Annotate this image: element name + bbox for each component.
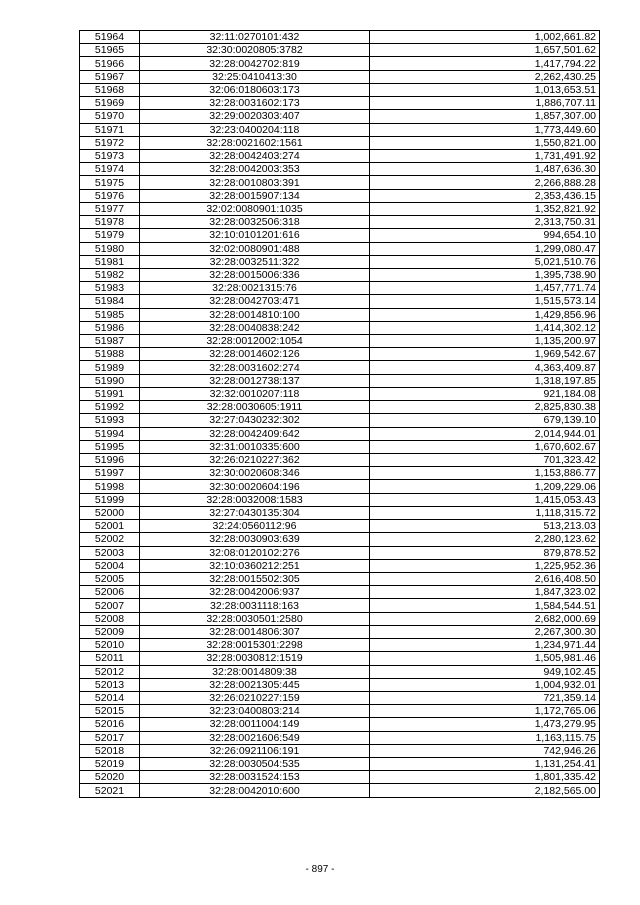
- cadastral-value-cell: 1,299,080.47: [370, 242, 600, 255]
- cadastral-value-cell: 2,313,750.31: [370, 216, 600, 229]
- table-row: [80, 744, 600, 757]
- table-row: [80, 652, 600, 665]
- row-number-cell: 52003: [80, 546, 140, 559]
- cadastral-number-cell: 32:24:0560112:96: [140, 520, 370, 533]
- cadastral-number-cell: 32:28:0040838:242: [140, 321, 370, 334]
- cadastral-value-cell: 701,323.42: [370, 454, 600, 467]
- table-row: [80, 454, 600, 467]
- cadastral-value-cell: 1,969,542.67: [370, 348, 600, 361]
- cadastral-value-cell: 949,102.45: [370, 665, 600, 678]
- cadastral-value-cell: 1,013,653.51: [370, 83, 600, 96]
- table-row: [80, 229, 600, 242]
- row-number-cell: 51964: [80, 31, 140, 44]
- cadastral-value-cell: 1,515,573.14: [370, 295, 600, 308]
- cadastral-number-cell: 32:28:0031118:163: [140, 599, 370, 612]
- cadastral-number-cell: 32:26:0921106:191: [140, 744, 370, 757]
- cadastral-value-cell: 679,139.10: [370, 414, 600, 427]
- cadastral-value-cell: 2,825,830.38: [370, 401, 600, 414]
- table-row: [80, 506, 600, 519]
- row-number-cell: 51985: [80, 308, 140, 321]
- row-number-cell: 51990: [80, 374, 140, 387]
- cadastral-number-cell: 32:23:0400204:118: [140, 123, 370, 136]
- cadastral-value-cell: 1,414,302.12: [370, 321, 600, 334]
- row-number-cell: 51965: [80, 44, 140, 57]
- row-number-cell: 52004: [80, 559, 140, 572]
- cadastral-number-cell: 32:28:0032506:318: [140, 216, 370, 229]
- cadastral-value-cell: 2,266,888.28: [370, 176, 600, 189]
- table-row: [80, 665, 600, 678]
- table-row: [80, 718, 600, 731]
- row-number-cell: 51967: [80, 70, 140, 83]
- row-number-cell: 52017: [80, 731, 140, 744]
- cadastral-value-cell: 1,505,981.46: [370, 652, 600, 665]
- table-row: [80, 70, 600, 83]
- cadastral-number-cell: 32:28:0042703:471: [140, 295, 370, 308]
- cadastral-number-cell: 32:28:0042003:353: [140, 163, 370, 176]
- cadastral-number-cell: 32:32:0010207:118: [140, 387, 370, 400]
- table-row: [80, 427, 600, 440]
- cadastral-value-cell: 1,487,636.30: [370, 163, 600, 176]
- row-number-cell: 52007: [80, 599, 140, 612]
- cadastral-value-cell: 2,182,565.00: [370, 784, 600, 797]
- cadastral-number-cell: 32:28:0030605:1911: [140, 401, 370, 414]
- cadastral-number-cell: 32:02:0080901:488: [140, 242, 370, 255]
- cadastral-value-cell: 1,163,115.75: [370, 731, 600, 744]
- cadastral-value-cell: 1,731,491.92: [370, 149, 600, 162]
- table-row: [80, 176, 600, 189]
- row-number-cell: 51978: [80, 216, 140, 229]
- row-number-cell: 52002: [80, 533, 140, 546]
- cadastral-number-cell: 32:28:0015301:2298: [140, 639, 370, 652]
- row-number-cell: 51970: [80, 110, 140, 123]
- table-row: [80, 467, 600, 480]
- row-number-cell: 51984: [80, 295, 140, 308]
- cadastral-number-cell: 32:23:0400803:214: [140, 705, 370, 718]
- cadastral-number-cell: 32:27:0430232:302: [140, 414, 370, 427]
- cadastral-value-cell: 1,670,602.67: [370, 440, 600, 453]
- row-number-cell: 51993: [80, 414, 140, 427]
- row-number-cell: 51992: [80, 401, 140, 414]
- cadastral-value-cell: 2,280,123.62: [370, 533, 600, 546]
- cadastral-number-cell: 32:02:0080901:1035: [140, 202, 370, 215]
- table-row: [80, 321, 600, 334]
- cadastral-number-cell: 32:28:0012738:137: [140, 374, 370, 387]
- table-row: [80, 771, 600, 784]
- cadastral-value-cell: 1,131,254.41: [370, 758, 600, 771]
- row-number-cell: 52006: [80, 586, 140, 599]
- cadastral-number-cell: 32:31:0010335:600: [140, 440, 370, 453]
- cadastral-number-cell: 32:28:0031524:153: [140, 771, 370, 784]
- cadastral-number-cell: 32:10:0360212:251: [140, 559, 370, 572]
- table-row: [80, 520, 600, 533]
- cadastral-value-cell: 2,262,430.25: [370, 70, 600, 83]
- row-number-cell: 52014: [80, 691, 140, 704]
- table-row: [80, 625, 600, 638]
- cadastral-number-cell: 32:28:0042702:819: [140, 57, 370, 70]
- table-row: [80, 149, 600, 162]
- row-number-cell: 52009: [80, 625, 140, 638]
- cadastral-value-cell: 1,550,821.00: [370, 136, 600, 149]
- cadastral-value-cell: 1,857,307.00: [370, 110, 600, 123]
- row-number-cell: 51969: [80, 97, 140, 110]
- cadastral-value-cell: 879,878.52: [370, 546, 600, 559]
- cadastral-value-cell: 2,616,408.50: [370, 572, 600, 585]
- row-number-cell: 51980: [80, 242, 140, 255]
- cadastral-number-cell: 32:28:0031602:173: [140, 97, 370, 110]
- cadastral-number-cell: 32:29:0020303:407: [140, 110, 370, 123]
- table-row: [80, 784, 600, 797]
- table-row: [80, 559, 600, 572]
- table-row: [80, 268, 600, 281]
- table-row: [80, 97, 600, 110]
- cadastral-value-cell: 1,118,315.72: [370, 506, 600, 519]
- cadastral-number-cell: 32:28:0042403:274: [140, 149, 370, 162]
- cadastral-number-cell: 32:28:0021315:76: [140, 282, 370, 295]
- cadastral-number-cell: 32:28:0015907:134: [140, 189, 370, 202]
- table-row: [80, 480, 600, 493]
- table-row: [80, 493, 600, 506]
- table-row: [80, 308, 600, 321]
- row-number-cell: 51999: [80, 493, 140, 506]
- cadastral-value-cell: 1,352,821.92: [370, 202, 600, 215]
- table-row: [80, 57, 600, 70]
- row-number-cell: 52008: [80, 612, 140, 625]
- table-row: [80, 348, 600, 361]
- cadastral-number-cell: 32:28:0021602:1561: [140, 136, 370, 149]
- row-number-cell: 52019: [80, 758, 140, 771]
- table-row: [80, 705, 600, 718]
- table-row: [80, 361, 600, 374]
- table-row: [80, 639, 600, 652]
- cadastral-number-cell: 32:28:0011004:149: [140, 718, 370, 731]
- page-number: - 897 -: [305, 864, 335, 875]
- cadastral-value-cell: 1,773,449.60: [370, 123, 600, 136]
- row-number-cell: 51975: [80, 176, 140, 189]
- table-row: [80, 216, 600, 229]
- cadastral-value-cell: 1,135,200.97: [370, 335, 600, 348]
- cadastral-value-cell: 1,318,197.85: [370, 374, 600, 387]
- cadastral-number-cell: 32:11:0270101:432: [140, 31, 370, 44]
- cadastral-value-cell: 1,886,707.11: [370, 97, 600, 110]
- row-number-cell: 51995: [80, 440, 140, 453]
- table-row: [80, 586, 600, 599]
- row-number-cell: 52005: [80, 572, 140, 585]
- table-row: [80, 295, 600, 308]
- cadastral-value-cell: 1,153,886.77: [370, 467, 600, 480]
- cadastral-number-cell: 32:30:0020805:3782: [140, 44, 370, 57]
- cadastral-value-cell: 2,353,436.15: [370, 189, 600, 202]
- row-number-cell: 52016: [80, 718, 140, 731]
- cadastral-number-cell: 32:28:0030903:639: [140, 533, 370, 546]
- cadastral-value-cell: 1,395,738.90: [370, 268, 600, 281]
- cadastral-value-cell: 721,359.14: [370, 691, 600, 704]
- row-number-cell: 51996: [80, 454, 140, 467]
- cadastral-value-cell: 1,234,971.44: [370, 639, 600, 652]
- cadastral-number-cell: 32:28:0015502:305: [140, 572, 370, 585]
- cadastral-number-cell: 32:28:0042006:937: [140, 586, 370, 599]
- cadastral-value-cell: 2,267,300.30: [370, 625, 600, 638]
- row-number-cell: 51983: [80, 282, 140, 295]
- cadastral-number-cell: 32:27:0430135:304: [140, 506, 370, 519]
- cadastral-number-cell: 32:28:0014806:307: [140, 625, 370, 638]
- table-row: [80, 546, 600, 559]
- cadastral-value-cell: 1,429,856.96: [370, 308, 600, 321]
- row-number-cell: 51991: [80, 387, 140, 400]
- table-row: [80, 202, 600, 215]
- cadastral-value-cell: 1,004,932.01: [370, 678, 600, 691]
- row-number-cell: 51966: [80, 57, 140, 70]
- cadastral-number-cell: 32:28:0042010:600: [140, 784, 370, 797]
- cadastral-value-table: [79, 30, 600, 798]
- table-row: [80, 572, 600, 585]
- cadastral-value-cell: 994,654.10: [370, 229, 600, 242]
- table-row: [80, 387, 600, 400]
- row-number-cell: 51968: [80, 83, 140, 96]
- cadastral-value-cell: 1,801,335.42: [370, 771, 600, 784]
- table-row: [80, 110, 600, 123]
- table-row: [80, 242, 600, 255]
- cadastral-number-cell: 32:30:0020608:346: [140, 467, 370, 480]
- row-number-cell: 51981: [80, 255, 140, 268]
- cadastral-value-cell: 1,417,794.22: [370, 57, 600, 70]
- table-row: [80, 414, 600, 427]
- row-number-cell: 51988: [80, 348, 140, 361]
- table-row: [80, 282, 600, 295]
- cadastral-value-cell: 1,657,501.62: [370, 44, 600, 57]
- row-number-cell: 52012: [80, 665, 140, 678]
- cadastral-value-cell: 742,946.26: [370, 744, 600, 757]
- cadastral-value-cell: 1,457,771.74: [370, 282, 600, 295]
- row-number-cell: 51986: [80, 321, 140, 334]
- row-number-cell: 51982: [80, 268, 140, 281]
- row-number-cell: 51971: [80, 123, 140, 136]
- cadastral-value-cell: 921,184.08: [370, 387, 600, 400]
- cadastral-number-cell: 32:28:0042409:642: [140, 427, 370, 440]
- cadastral-number-cell: 32:28:0030812:1519: [140, 652, 370, 665]
- cadastral-number-cell: 32:08:0120102:276: [140, 546, 370, 559]
- row-number-cell: 51997: [80, 467, 140, 480]
- row-number-cell: 52018: [80, 744, 140, 757]
- cadastral-value-cell: 1,473,279.95: [370, 718, 600, 731]
- table-row: [80, 731, 600, 744]
- row-number-cell: 52000: [80, 506, 140, 519]
- cadastral-number-cell: 32:28:0030504:535: [140, 758, 370, 771]
- cadastral-value-cell: 1,002,661.82: [370, 31, 600, 44]
- row-number-cell: 51976: [80, 189, 140, 202]
- cadastral-value-cell: 2,682,000.69: [370, 612, 600, 625]
- table-row: [80, 123, 600, 136]
- table-row: [80, 678, 600, 691]
- cadastral-number-cell: 32:28:0015006:336: [140, 268, 370, 281]
- cadastral-value-cell: 1,415,053.43: [370, 493, 600, 506]
- table-row: [80, 612, 600, 625]
- table-body: [80, 31, 600, 798]
- table-row: [80, 691, 600, 704]
- cadastral-number-cell: 32:25:0410413:30: [140, 70, 370, 83]
- table-row: [80, 189, 600, 202]
- cadastral-number-cell: 32:28:0021305:445: [140, 678, 370, 691]
- cadastral-value-cell: 1,225,952.36: [370, 559, 600, 572]
- cadastral-number-cell: 32:28:0012002:1054: [140, 335, 370, 348]
- cadastral-value-cell: 5,021,510.76: [370, 255, 600, 268]
- row-number-cell: 51989: [80, 361, 140, 374]
- row-number-cell: 51987: [80, 335, 140, 348]
- table-row: [80, 599, 600, 612]
- row-number-cell: 52001: [80, 520, 140, 533]
- row-number-cell: 51979: [80, 229, 140, 242]
- cadastral-number-cell: 32:06:0180603:173: [140, 83, 370, 96]
- table-row: [80, 255, 600, 268]
- cadastral-number-cell: 32:30:0020604:196: [140, 480, 370, 493]
- row-number-cell: 52013: [80, 678, 140, 691]
- row-number-cell: 51974: [80, 163, 140, 176]
- row-number-cell: 52021: [80, 784, 140, 797]
- cadastral-number-cell: 32:28:0031602:274: [140, 361, 370, 374]
- table-row: [80, 163, 600, 176]
- cadastral-number-cell: 32:28:0010803:391: [140, 176, 370, 189]
- cadastral-number-cell: 32:26:0210227:159: [140, 691, 370, 704]
- table-row: [80, 31, 600, 44]
- row-number-cell: 51998: [80, 480, 140, 493]
- row-number-cell: 52010: [80, 639, 140, 652]
- table-row: [80, 44, 600, 57]
- table-row: [80, 83, 600, 96]
- table-row: [80, 136, 600, 149]
- row-number-cell: 51973: [80, 149, 140, 162]
- cadastral-number-cell: 32:28:0032008:1583: [140, 493, 370, 506]
- cadastral-number-cell: 32:28:0014602:126: [140, 348, 370, 361]
- cadastral-value-cell: 1,172,765.06: [370, 705, 600, 718]
- cadastral-value-cell: 513,213.03: [370, 520, 600, 533]
- cadastral-value-cell: 1,584,544.51: [370, 599, 600, 612]
- cadastral-value-cell: 1,209,229.06: [370, 480, 600, 493]
- row-number-cell: 52015: [80, 705, 140, 718]
- cadastral-number-cell: 32:28:0014810:100: [140, 308, 370, 321]
- cadastral-value-cell: 1,847,323.02: [370, 586, 600, 599]
- cadastral-value-cell: 4,363,409.87: [370, 361, 600, 374]
- cadastral-number-cell: 32:10:0101201:616: [140, 229, 370, 242]
- table-row: [80, 758, 600, 771]
- table-row: [80, 374, 600, 387]
- cadastral-number-cell: 32:28:0021606:549: [140, 731, 370, 744]
- row-number-cell: 51977: [80, 202, 140, 215]
- table-row: [80, 401, 600, 414]
- cadastral-number-cell: 32:26:0210227:362: [140, 454, 370, 467]
- row-number-cell: 52011: [80, 652, 140, 665]
- table-row: [80, 440, 600, 453]
- table-row: [80, 533, 600, 546]
- cadastral-number-cell: 32:28:0032511:322: [140, 255, 370, 268]
- cadastral-number-cell: 32:28:0030501:2580: [140, 612, 370, 625]
- cadastral-number-cell: 32:28:0014809:38: [140, 665, 370, 678]
- row-number-cell: 51972: [80, 136, 140, 149]
- row-number-cell: 52020: [80, 771, 140, 784]
- table-row: [80, 335, 600, 348]
- cadastral-value-cell: 2,014,944.01: [370, 427, 600, 440]
- row-number-cell: 51994: [80, 427, 140, 440]
